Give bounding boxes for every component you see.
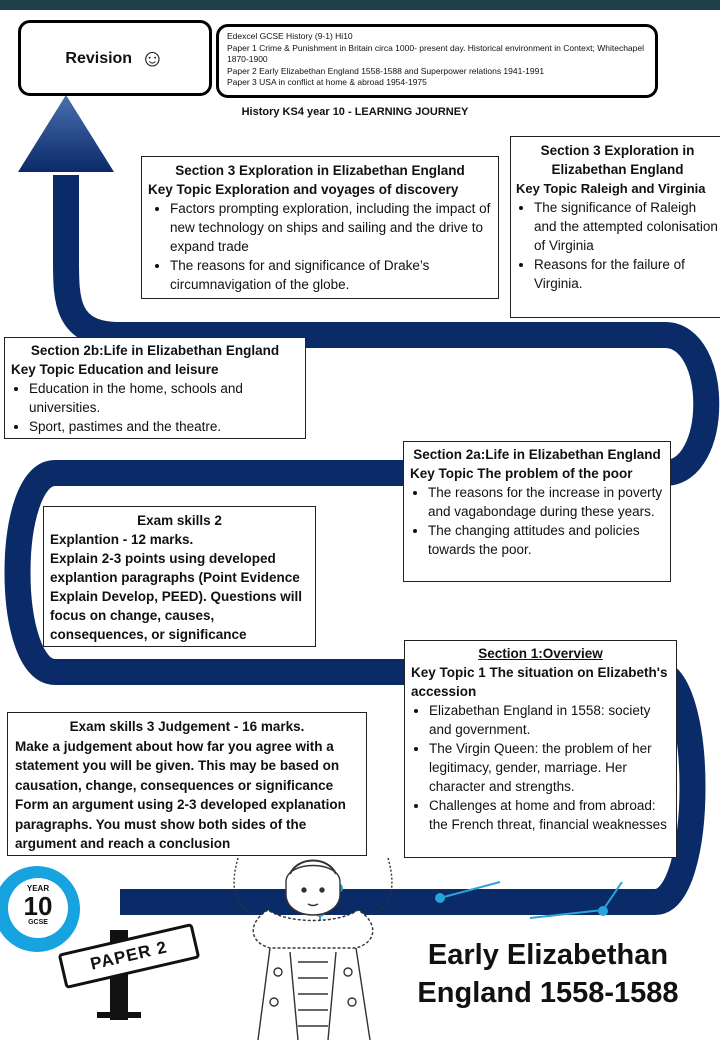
list-item: • Reasons for the failure of Virginia. <box>534 255 719 293</box>
list-item: • The reasons for and significance of Drake’s circumnavigation of the globe. <box>170 256 492 294</box>
section-heading: Section 2a:Life in Elizabethan England <box>413 447 661 462</box>
year-badge-bottom: GCSE <box>28 919 48 926</box>
exam-skills-body: Make a judgement about how far you agree with a statement you will be given. This may be based on causation, change, consequences or significance Form an argument using 2-3 developed explanation paragraphs. You must show both sides of the argument and reach a conclusion <box>15 738 346 851</box>
main-title-line: Early Elizabethan <box>427 939 669 971</box>
key-topic: Key Topic The problem of the poor <box>410 466 633 481</box>
section2a-box <box>403 441 671 582</box>
list-item: • Elizabethan England in 1558: society and government. <box>429 701 670 739</box>
exam-skills-line: Explain 2-3 points using developed explantion paragraphs (Point Evidence Explain Develop, PEED). Questions will focus on change, causes, consequences, or significance <box>50 551 303 642</box>
smiley-icon: ☺ <box>140 44 165 72</box>
revision-box <box>18 20 212 96</box>
section-heading: Section 3 Exploration in Elizabethan England <box>540 143 695 177</box>
main-title-line: England 1558-1588 <box>417 977 679 1009</box>
list-item: • Education in the home, schools and universities. <box>29 379 299 417</box>
section-heading: Section 2b:Life in Elizabethan England <box>30 343 280 358</box>
journey-arrow-head <box>18 95 114 172</box>
main-title <box>408 936 688 1012</box>
section2b-box <box>4 337 306 439</box>
section3-raleigh-box <box>510 136 720 318</box>
course-info-box <box>216 24 658 98</box>
section1-box <box>404 640 677 858</box>
list-item: • The reasons for the increase in poverty and vagabondage during these years. <box>428 483 664 521</box>
paper-sign-label: PAPER 2 <box>88 937 170 974</box>
exam-skills-heading: Exam skills 2 <box>137 513 222 528</box>
list-item: • Sport, pastimes and the theatre. <box>29 417 299 436</box>
exam-skills-3-box <box>7 712 367 856</box>
key-topic: Key Topic 1 The situation on Elizabeth's accession <box>411 665 668 699</box>
year-badge-number: 10 <box>23 891 53 921</box>
course-info-line: Paper 2 Early Elizabethan England 1558-1588 and Superpower relations 1941-1991 <box>227 65 545 76</box>
section3-drake-box <box>141 156 499 299</box>
course-info-line: Paper 1 Crime & Punishment in Britain circa 1000- present day. Historical environment in Context; Whitechapel 1870-1900 <box>227 42 645 64</box>
list-item: • The changing attitudes and policies towards the poor. <box>428 521 664 559</box>
key-topic: Key Topic Exploration and voyages of discovery <box>148 182 459 197</box>
year-badge-top: YEAR <box>26 884 50 893</box>
journey-title: History KS4 year 10 - LEARNING JOURNEY <box>241 106 469 118</box>
list-item: • Challenges at home and from abroad: the French threat, financial weaknesses <box>429 796 670 834</box>
exam-skills-2-box <box>43 506 316 647</box>
list-item: • The Virgin Queen: the problem of her legitimacy, gender, marriage. Her character and strengths. <box>429 739 670 796</box>
list-item: • The significance of Raleigh and the attempted colonisation of Virginia <box>534 198 719 255</box>
key-topic: Key Topic Education and leisure <box>11 362 219 377</box>
section-heading: Section 3 Exploration in Elizabethan England <box>175 163 465 178</box>
list-item: • Factors prompting exploration, including the impact of new technology on ships and sailing and the drive to expand trade <box>170 199 492 256</box>
course-info-line: Edexcel GCSE History (9-1) Hi10 <box>227 31 353 41</box>
exam-skills-heading: Exam skills 3 Judgement - 16 marks. <box>69 719 305 734</box>
course-info-line: Paper 3 USA in conflict at home & abroad 1954-1975 <box>227 77 427 87</box>
key-topic: Key Topic Raleigh and Virginia <box>516 181 706 196</box>
revision-label: Revision <box>65 49 133 67</box>
queen-elizabeth-portrait <box>228 852 408 1040</box>
exam-skills-line: Explantion - 12 marks. <box>50 532 194 547</box>
section-heading: Section 1:Overview <box>478 646 603 661</box>
